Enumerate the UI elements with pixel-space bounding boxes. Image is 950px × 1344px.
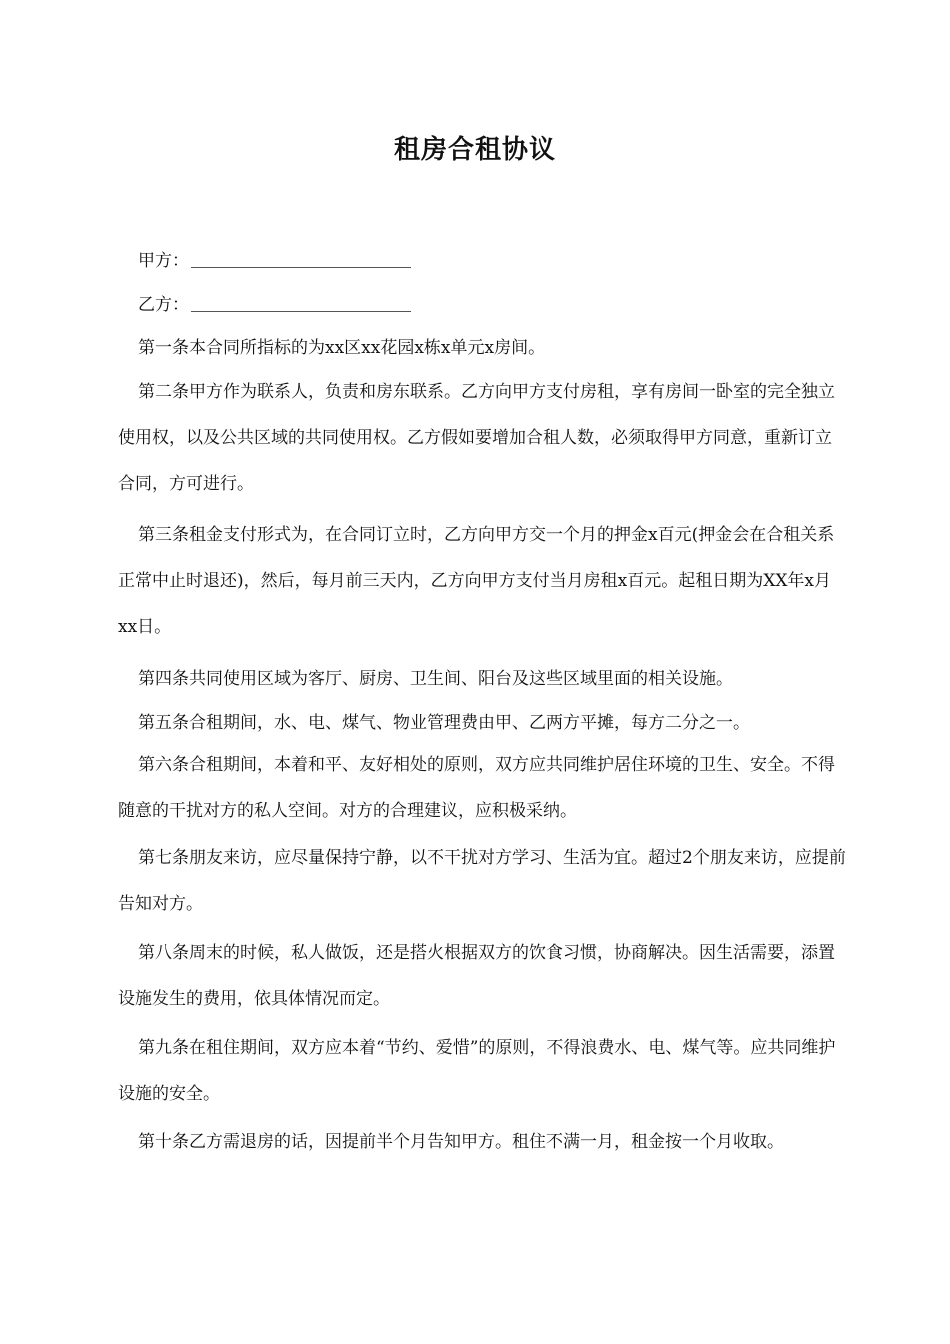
party-b-field	[138, 293, 411, 317]
article-10: 第十条乙方需退房的话，因提前半个月告知甲方。租住不满一月，租金按一个月收取。	[138, 1132, 784, 1152]
article-8: 第八条周末的时候，私人做饭，还是搭火根据双方的饮食习惯，协商解决。因生活需要，添置设施发生的费用，依具体情况而定。	[118, 943, 835, 1009]
party-b-label: 乙方：	[138, 295, 189, 315]
article-9: 第九条在租住期间，双方应本着“节约、爱惜”的原则，不得浪费水、电、煤气等。应共同维护设施的安全。	[118, 1038, 836, 1104]
party-a-blank-line	[191, 249, 411, 268]
party-b-blank-line	[191, 293, 411, 312]
article-4: 第四条共同使用区域为客厅、厨房、卫生间、阳台及这些区域里面的相关设施。	[138, 669, 733, 689]
article-6: 第六条合租期间，本着和平、友好相处的原则，双方应共同维护居住环境的卫生、安全。不得随意的干扰对方的私人空间。对方的合理建议，应积极采纳。	[118, 755, 835, 821]
document-title: 租房合租协议	[393, 135, 556, 165]
article-1: 第一条本合同所指标的为xx区xx花园x栋x单元x房间。	[138, 338, 546, 358]
article-3: 第三条租金支付形式为，在合同订立时，乙方向甲方交一个月的押金x百元(押金会在合租关系正常中止时退还)，然后，每月前三天内，乙方向甲方支付当月房租x百元。起租日期为XX年x月xx日。	[118, 525, 835, 637]
article-7: 第七条朋友来访，应尽量保持宁静，以不干扰对方学习、生活为宜。超过2个朋友来访，应提前告知对方。	[118, 848, 846, 914]
article-5: 第五条合租期间，水、电、煤气、物业管理费由甲、乙两方平摊，每方二分之一。	[138, 713, 750, 733]
party-a-field	[138, 249, 411, 273]
article-2: 第二条甲方作为联系人，负责和房东联系。乙方向甲方支付房租，享有房间一卧室的完全独立使用权，以及公共区域的共同使用权。乙方假如要增加合租人数，必须取得甲方同意，重新订立合同，方可进行。	[118, 382, 835, 494]
party-a-label: 甲方：	[138, 251, 189, 271]
